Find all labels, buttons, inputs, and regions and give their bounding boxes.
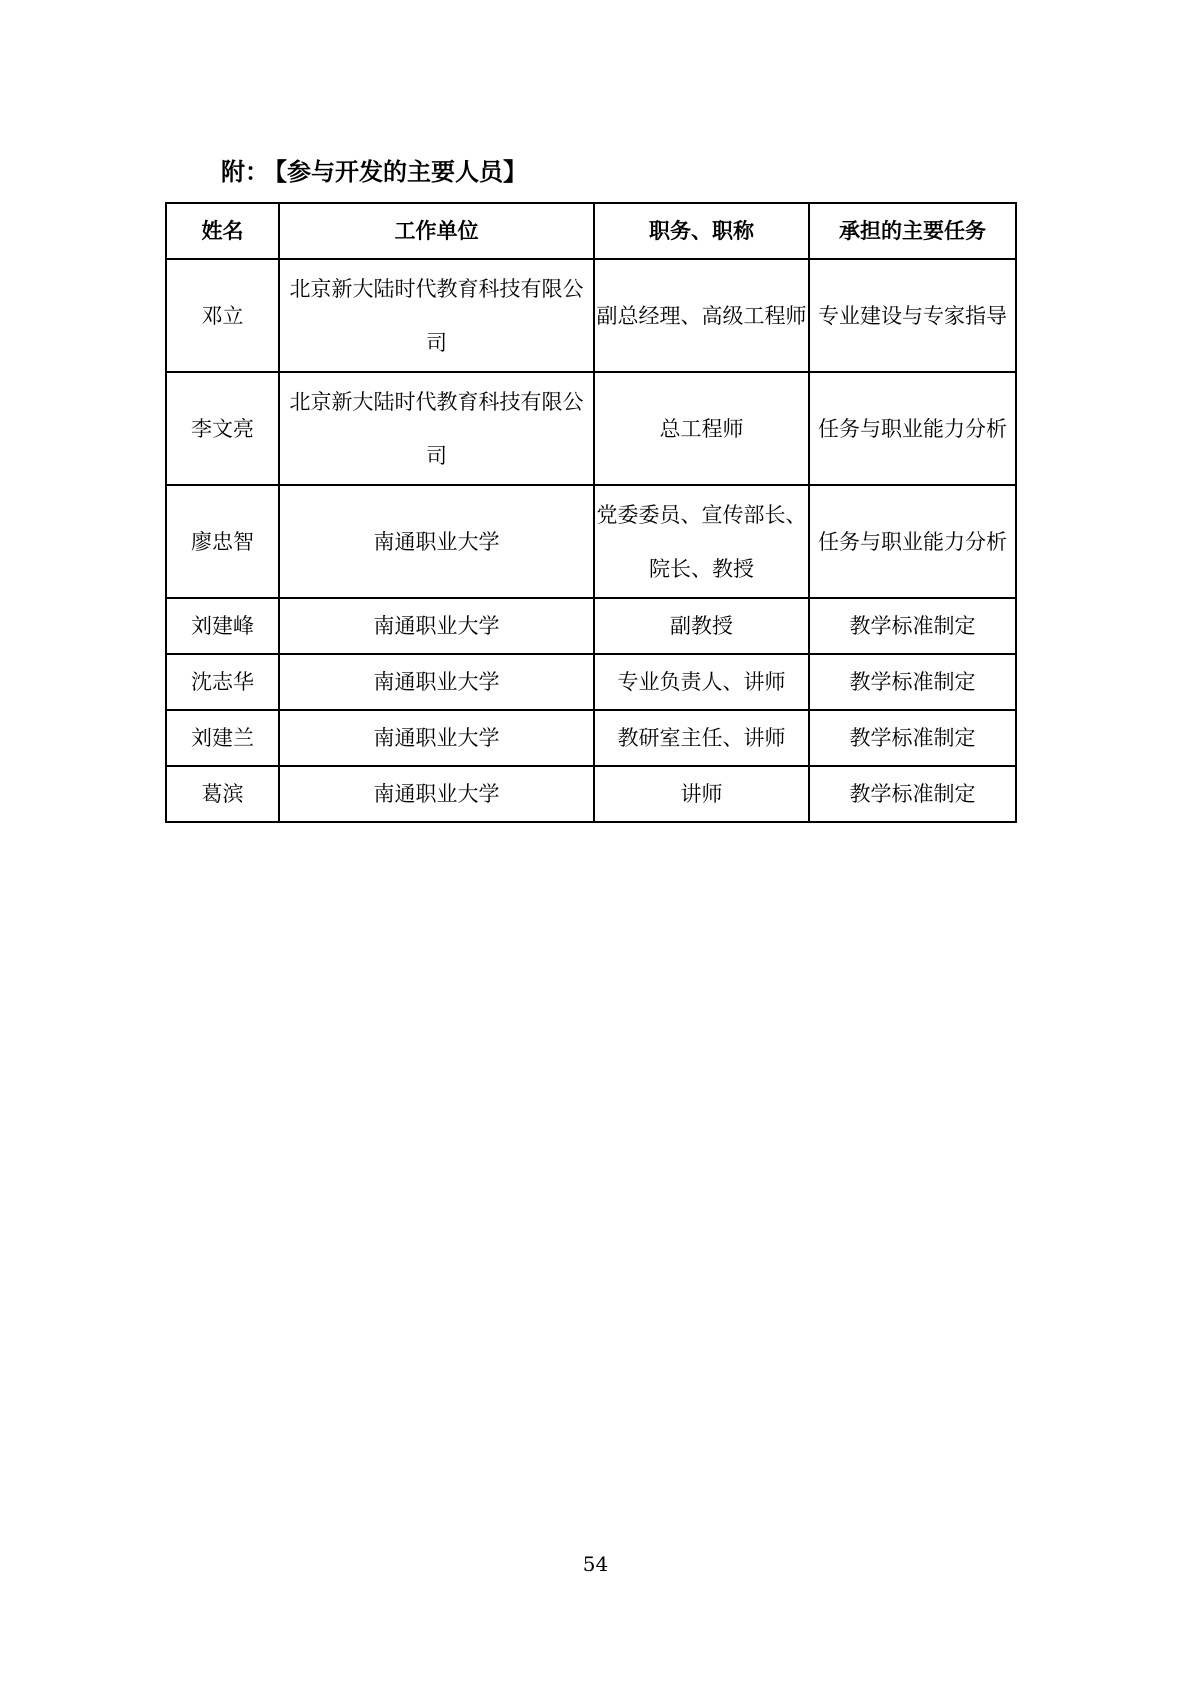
cell-unit: 南通职业大学: [279, 485, 594, 598]
cell-title: 副教授: [594, 598, 809, 654]
cell-task: 教学标准制定: [809, 766, 1016, 822]
table-row: [166, 710, 1016, 766]
cell-name: 李文亮: [166, 372, 279, 485]
cell-unit: 南通职业大学: [279, 766, 594, 822]
cell-title: 专业负责人、讲师: [594, 654, 809, 710]
cell-name: 刘建兰: [166, 710, 279, 766]
cell-name: 廖忠智: [166, 485, 279, 598]
table-row: [166, 259, 1016, 372]
cell-title: 副总经理、高级工程师: [594, 259, 809, 372]
table-row: [166, 485, 1016, 598]
cell-task: 任务与职业能力分析: [809, 485, 1016, 598]
cell-unit: 南通职业大学: [279, 710, 594, 766]
table-header-row: [166, 203, 1016, 259]
cell-task: 教学标准制定: [809, 710, 1016, 766]
col-header-name: 姓名: [166, 203, 279, 259]
cell-title: 党委委员、宣传部长、院长、教授: [594, 485, 809, 598]
col-header-unit: 工作单位: [279, 203, 594, 259]
col-header-task: 承担的主要任务: [809, 203, 1016, 259]
table-row: [166, 766, 1016, 822]
cell-title: 总工程师: [594, 372, 809, 485]
cell-task: 教学标准制定: [809, 654, 1016, 710]
col-header-title: 职务、职称: [594, 203, 809, 259]
cell-title: 教研室主任、讲师: [594, 710, 809, 766]
cell-task: 任务与职业能力分析: [809, 372, 1016, 485]
cell-unit: 南通职业大学: [279, 598, 594, 654]
cell-unit: 北京新大陆时代教育科技有限公司: [279, 259, 594, 372]
personnel-table: [165, 202, 1017, 823]
cell-title: 讲师: [594, 766, 809, 822]
heading-prefix: 附：: [221, 158, 269, 186]
cell-unit: 南通职业大学: [279, 654, 594, 710]
cell-name: 葛滨: [166, 766, 279, 822]
cell-name: 刘建峰: [166, 598, 279, 654]
cell-name: 邓立: [166, 259, 279, 372]
table-row: [166, 372, 1016, 485]
cell-task: 教学标准制定: [809, 598, 1016, 654]
page-number: 54: [582, 1552, 609, 1576]
table-row: [166, 598, 1016, 654]
cell-unit: 北京新大陆时代教育科技有限公司: [279, 372, 594, 485]
cell-task: 专业建设与专家指导: [809, 259, 1016, 372]
attachment-heading: [221, 156, 527, 188]
cell-name: 沈志华: [166, 654, 279, 710]
table-row: [166, 654, 1016, 710]
heading-title: 【参与开发的主要人员】: [275, 158, 527, 186]
